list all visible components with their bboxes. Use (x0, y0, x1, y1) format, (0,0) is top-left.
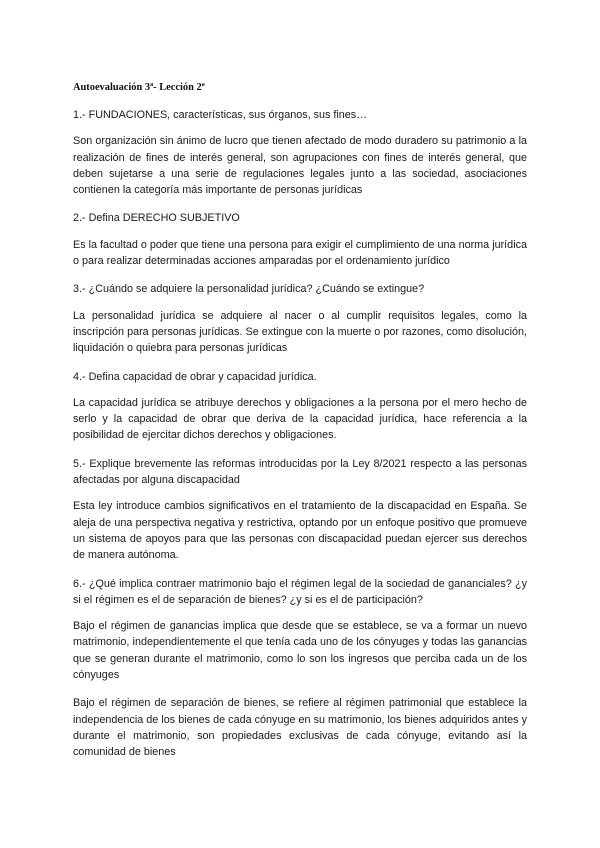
answer-4: La capacidad jurídica se atribuye derechos y obligaciones a la persona por el mero hecho de serlo y la capacidad de obrar que deriva de la capacidad jurídica, hace referencia a la posibilidad de ejercitar dichos derechos y obligaciones. (73, 396, 527, 442)
answer-6b: Bajo el régimen de separación de bienes, se refiere al régimen patrimonial que establece la independencia de los bienes de cada cónyuge en su matrimonio, los bienes adquiridos antes y durante el matrimonio, son propiedades exclusivas de cada cónyuge, evitando así la comunidad de bienes (73, 697, 527, 759)
answer-6a: Bajo el régimen de ganancias implica que desde que se establece, se va a formar un nuevo matrimonio, independientemente el que tenía cada uno de los cónyuges y todas las ganancias que se generan durante el matrimonio, como lo son los ingresos que perciba cada un de los cónyuges (73, 620, 527, 682)
question-5: 5.- Explique brevemente las reformas introducidas por la Ley 8/2021 respecto a las personas afectadas por alguna discapacidad (73, 457, 527, 487)
question-6: 6.- ¿Qué implica contraer matrimonio bajo el régimen legal de la sociedad de gananciales? ¿y si el régimen es el de separación de bienes? ¿y si es el de participación? (73, 577, 527, 606)
answer-3: La personalidad jurídica se adquiere al nacer o al cumplir requisitos legales, como la inscripción para personas jurídicas. Se extingue con la muerte o por razones, como disolución, liquidación o quiebra para personas jurídicas (73, 309, 527, 355)
answer-5: Esta ley introduce cambios significativos en el tratamiento de la discapacidad en España. Se aleja de una perspectiva negativa y restrictiva, optando por un enfoque positivo que promueve un sistema de apoyos para que las personas con discapacidad puedan ejercer sus derechos de manera autónoma. (73, 500, 527, 562)
answer-2: Es la facultad o poder que tiene una persona para exigir el cumplimiento de una norma jurídica o para realizar determinadas acciones amparadas por el ordenamiento jurídico (73, 238, 527, 268)
answer-1: Son organización sin ánimo de lucro que tienen afectado de modo duradero su patrimonio a la realización de fines de interés general, son agrupaciones con fines de interés general, que deben sujetarse a una serie de regulaciones legales junto a las sociedad, asociaciones contienen la categoría más importante de personas jurídicas (73, 135, 527, 197)
question-3: 3.- ¿Cuándo se adquiere la personalidad jurídica? ¿Cuándo se extingue? (73, 283, 425, 296)
document-title: Autoevaluación 3ª- Lección 2ª (73, 82, 205, 93)
question-4: 4.- Defina capacidad de obrar y capacidad jurídica. (73, 370, 317, 383)
question-1: 1.- FUNDACIONES, características, sus órganos, sus fines… (73, 109, 368, 121)
document-content (73, 81, 527, 761)
question-2: 2.- Defina DERECHO SUBJETIVO (73, 212, 240, 225)
